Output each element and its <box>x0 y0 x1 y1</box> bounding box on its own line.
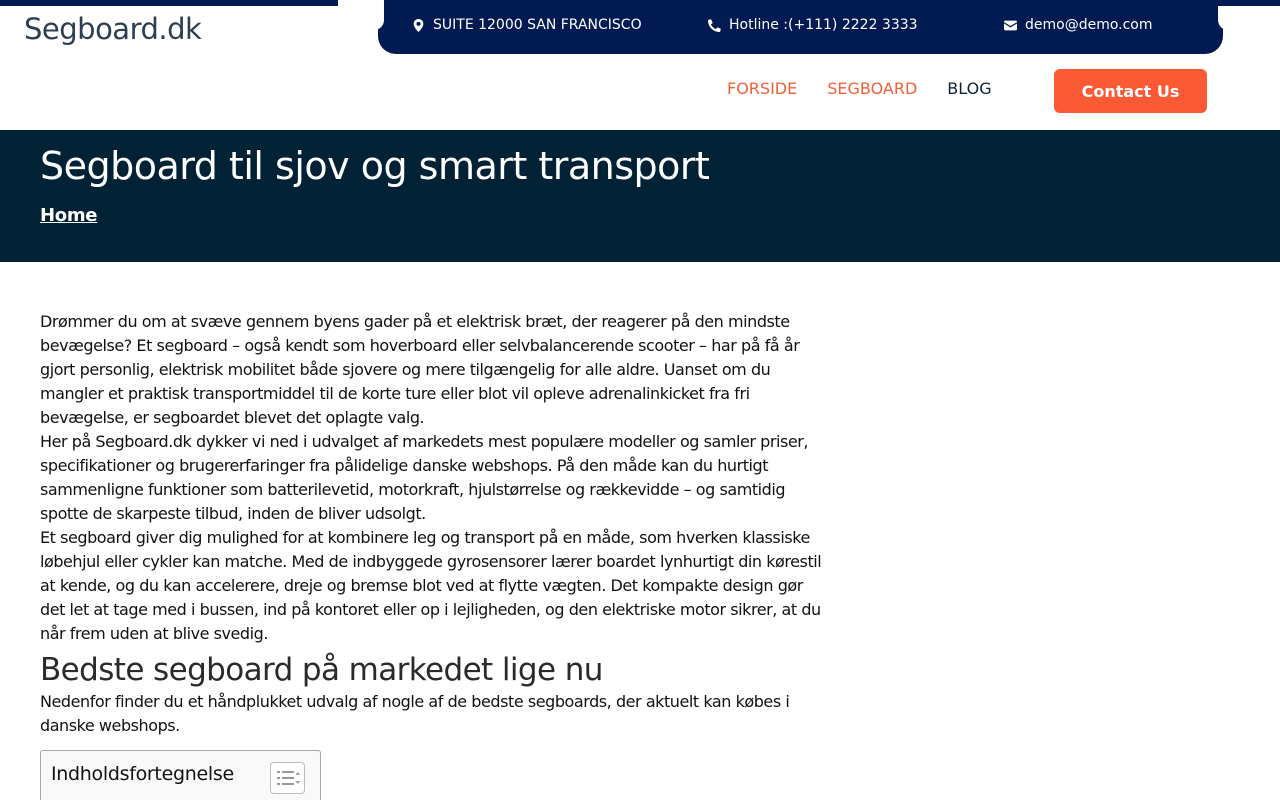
nav-item-blog[interactable]: BLOG <box>947 79 992 98</box>
article-paragraph: Et segboard giver dig mulighed for at kombinere leg og transport på en måde, som hverken klassiske løbehjul eller cykler kan matche. Med de indbyggede gyrosensorer lærer boardet lynhurtigt din kørestil at kende, og du kan accelerere, dreje og bremse blot ved at flytte vægten. Det kompakte design gør det let at tage med i bussen, ind på kontoret eller op i lejligheden, og den elektriske motor sikrer, at du når frem uden at blive svedig. <box>40 528 822 643</box>
breadcrumb-home[interactable]: Home <box>40 205 98 226</box>
article-content <box>40 310 830 800</box>
section-intro: Nedenfor finder du et håndplukket udvalg af nogle af de bedste segboards, der aktuelt kan købes i danske webshops. <box>40 692 790 735</box>
phone-icon <box>708 19 721 32</box>
email-info[interactable] <box>1004 17 1153 33</box>
main-navigation <box>727 79 992 98</box>
article-paragraph: Drømmer du om at svæve gennem byens gader på et elektrisk bræt, der reagerer på den mindste bevægelse? Et segboard – også kendt som hoverboard eller selvbalancerende scooter – har på få år gjort personlig, elektrisk mobilitet både sjovere og mere tilgængelig for alle aldre. Uanset om du mangler et praktisk transportmiddel til de korte ture eller blot vil opleve adrenalinkicket fra fri bevægelse, er segboardet blevet det oplagte valg. <box>40 312 800 427</box>
site-logo[interactable]: Segboard.dk <box>24 12 202 46</box>
phone-text: Hotline :(+111) 2222 3333 <box>729 17 918 33</box>
phone-info[interactable] <box>708 17 918 33</box>
page-title: Segboard til sjov og smart transport <box>40 144 710 188</box>
nav-item-segboard[interactable]: SEGBOARD <box>827 79 918 98</box>
section-heading: Bedste segboard på markedet lige nu <box>40 652 603 688</box>
envelope-icon <box>1004 19 1017 32</box>
address-info <box>412 17 642 33</box>
nav-item-forside[interactable]: FORSIDE <box>727 79 798 98</box>
hero-banner <box>0 130 1280 262</box>
address-text: SUITE 12000 SAN FRANCISCO <box>433 17 642 33</box>
info-bar <box>378 0 1223 54</box>
email-text: demo@demo.com <box>1025 17 1153 33</box>
article-paragraph: Her på Segboard.dk dykker vi ned i udvalget af markedets mest populære modeller og samler priser, specifikationer og brugererfaringer fra pålidelige danske webshops. På den måde kan du hurtigt sammenligne funktioner som batterilevetid, motorkraft, hjulstørrelse og rækkevidde – og samtidig spotte de skarpeste tilbud, inden de bliver udsolgt. <box>40 432 809 523</box>
info-bar-notch <box>338 0 384 30</box>
map-marker-icon <box>412 19 425 32</box>
table-of-contents <box>40 750 321 800</box>
contact-us-button[interactable]: Contact Us <box>1054 69 1207 113</box>
toc-title: Indholdsfortegnelse <box>51 763 234 785</box>
site-header <box>0 0 1280 130</box>
toc-toggle-button[interactable] <box>270 762 305 794</box>
info-bar-cap <box>1218 6 1250 30</box>
list-toggle-icon <box>275 769 301 787</box>
